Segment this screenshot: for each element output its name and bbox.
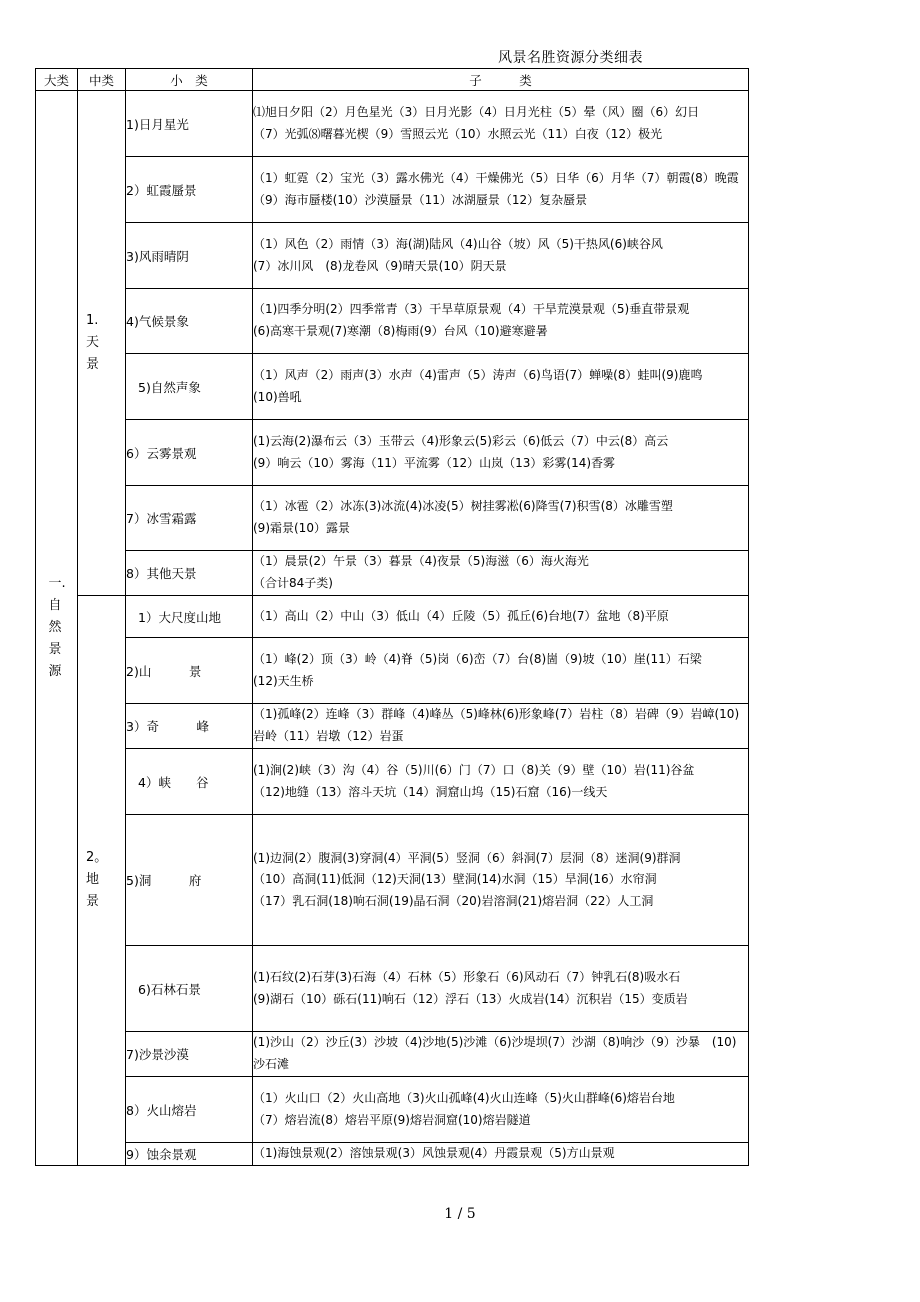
small-category: 2)山 景 <box>126 638 253 704</box>
small-category: 5)洞 府 <box>126 815 253 946</box>
small-category: 8）火山熔岩 <box>126 1077 253 1143</box>
child-categories: （1)孤峰(2）连峰（3）群峰（4)峰丛（5)峰林(6)形象峰(7）岩柱（8）岩碑（9）岩嶂(10)岩岭（11）岩墩（12）岩蛋 <box>253 704 749 749</box>
child-categories: (1)边洞(2）腹洞(3)穿洞(4）平洞(5）竖洞（6）斜洞(7）层洞（8）迷洞(9)群洞 （10）高洞(11)低洞（12)天洞(13）壁洞(14)水洞（15）旱洞(16）水帘洞 （17）乳石洞(18)响石洞(19)晶石洞（20)岩溶洞(21)熔岩洞（22）人工洞 <box>253 815 749 946</box>
small-category: 3)风雨晴阴 <box>126 223 253 289</box>
classification-table <box>35 68 749 1166</box>
big-category-label: 一. 自 然 景 源 <box>48 575 66 679</box>
small-category: 5)自然声象 <box>126 354 253 420</box>
table-row <box>36 157 749 223</box>
table-row <box>36 354 749 420</box>
small-category: 3）奇 峰 <box>126 704 253 749</box>
table-row <box>36 946 749 1032</box>
child-categories: （1）冰雹（2）冰冻(3)冰流(4)冰凌(5）树挂雾凇(6)降雪(7)积雪(8）冰雕雪塑 (9)霜景(10）露景 <box>253 486 749 551</box>
child-categories: (1)石纹(2)石芽(3)石海（4）石林（5）形象石（6)风动石（7）钟乳石(8)吸水石 (9)湖石（10）砾石(11)响石（12）浮石（13）火成岩(14）沉积岩（15）变质岩 <box>253 946 749 1032</box>
header-small: 小 类 <box>126 69 253 91</box>
header-mid: 中类 <box>78 69 126 91</box>
small-category: 4）峡 谷 <box>126 749 253 815</box>
table-row <box>36 704 749 749</box>
small-category: 4)气候景象 <box>126 289 253 354</box>
child-categories: （1）虹霓（2）宝光（3）露水佛光（4）干燥佛光（5）日华（6）月华（7）朝霞(8）晚霞 （9）海市蜃楼(10）沙漠蜃景（11）冰湖蜃景（12）复杂蜃景 <box>253 157 749 223</box>
table-row <box>36 596 749 638</box>
table-row <box>36 749 749 815</box>
child-categories: （1）风色（2）雨情（3）海(湖)陆风（4)山谷（坡）风（5)干热风(6)峡谷风 (7）冰川风 (8)龙卷风（9)晴天景(10）阴天景 <box>253 223 749 289</box>
small-category: 8）其他天景 <box>126 551 253 596</box>
mid-category-label: 1. 天 景 <box>86 313 100 372</box>
child-categories: (1)沙山（2）沙丘(3）沙坡（4)沙地(5)沙滩（6)沙堤坝(7）沙湖（8)响沙（9）沙暴 (10)沙石滩 <box>253 1032 749 1077</box>
table-row <box>36 91 749 157</box>
small-category: 1)日月星光 <box>126 91 253 157</box>
child-categories: （1）峰(2）顶（3）岭（4)脊（5)岗（6)峦（7）台(8)崮（9)坡（10）崖(11）石梁 (12)天生桥 <box>253 638 749 704</box>
child-categories: （1）高山（2）中山（3）低山（4）丘陵（5）孤丘(6)台地(7）盆地（8)平原 <box>253 596 749 638</box>
table-row <box>36 815 749 946</box>
table-row <box>36 486 749 551</box>
small-category: 6）云雾景观 <box>126 420 253 486</box>
child-categories: （1)海蚀景观(2）溶蚀景观(3）风蚀景观(4）丹霞景观（5)方山景观 <box>253 1143 749 1166</box>
table-row <box>36 638 749 704</box>
small-category: 9）蚀余景观 <box>126 1143 253 1166</box>
small-category: 6)石林石景 <box>126 946 253 1032</box>
child-categories: (1)云海(2)瀑布云（3）玉带云（4)形象云(5)彩云（6)低云（7）中云(8）高云 (9）响云（10）雾海（11）平流雾（12）山岚（13）彩雾(14)香雾 <box>253 420 749 486</box>
big-category-cell <box>36 91 78 1166</box>
small-category: 2）虹霞蜃景 <box>126 157 253 223</box>
child-categories: (1)涧(2)峡（3）沟（4）谷（5)川(6）门（7）口（8)关（9）壁（10）岩(11)谷盆 （12)地缝（13）溶斗天坑（14）洞窟山坞（15)石窟（16)一线天 <box>253 749 749 815</box>
header-big: 大类 <box>36 69 78 91</box>
small-category: 1）大尺度山地 <box>126 596 253 638</box>
child-categories: （1)四季分明(2）四季常青（3）干旱草原景观（4）干旱荒漠景观（5)垂直带景观 (6)高寒干景观(7)寒潮（8)梅雨(9）台风（10)避寒避暑 <box>253 289 749 354</box>
small-category: 7）冰雪霜露 <box>126 486 253 551</box>
table-row <box>36 1032 749 1077</box>
child-categories: （1）晨景(2）午景（3）暮景（4)夜景（5)海滋（6）海火海光 （合计84子类) <box>253 551 749 596</box>
mid-category-tianjing <box>78 91 126 596</box>
mid-category-label: 2。 地 景 <box>86 850 108 910</box>
table-row <box>36 420 749 486</box>
table-row <box>36 1077 749 1143</box>
header-row <box>36 69 749 91</box>
page-title: 风景名胜资源分类细表 <box>498 50 643 66</box>
child-categories: （1）风声（2）雨声(3）水声（4)雷声（5）涛声（6)鸟语(7）蝉噪(8）蛙叫(9)鹿鸣 (10)兽吼 <box>253 354 749 420</box>
mid-category-dijing <box>78 596 126 1166</box>
header-child: 子 类 <box>253 69 749 91</box>
table-row <box>36 223 749 289</box>
table-row <box>36 551 749 596</box>
small-category: 7)沙景沙漠 <box>126 1032 253 1077</box>
child-categories: ⑴旭日夕阳（2）月色星光（3）日月光影（4）日月光柱（5）晕（风）圈（6）幻日 （7）光弧⑻曙暮光楔（9）雪照云光（10）水照云光（11）白夜（12）极光 <box>253 91 749 157</box>
table-row <box>36 289 749 354</box>
page-number: 1 / 5 <box>444 1206 476 1222</box>
child-categories: （1）火山口（2）火山高地（3)火山孤峰(4)火山连峰（5)火山群峰(6)熔岩台地 （7）熔岩流(8）熔岩平原(9)熔岩洞窟(10)熔岩隧道 <box>253 1077 749 1143</box>
table-row <box>36 1143 749 1166</box>
